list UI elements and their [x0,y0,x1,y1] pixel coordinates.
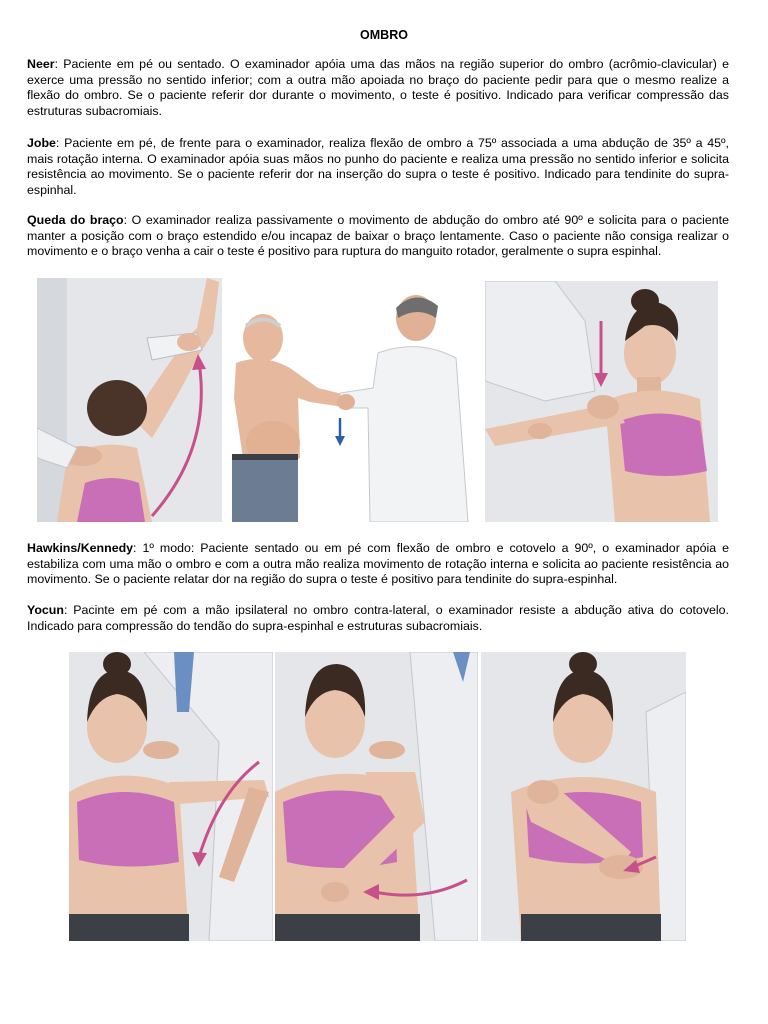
test-name: Queda do braço [27,213,124,227]
test-description: : Paciente em pé, de frente para o examinador, realiza flexão de ombro a 75º associada a uma abdução de 35º a 45º, mais rotação interna. O examinador apóia suas mãos no punho do paciente e realiza uma pressão no sentido inferior e solicita resistência ao movimento. Se o paciente referir dor na inserção do supra o teste é positivo. Indicado para tendinite do supra-espinhal. [27,136,729,197]
jobe-paragraph [27,136,729,198]
test-name: Hawkins/Kennedy [27,541,134,555]
test-description: : O examinador realiza passivamente o movimento de abdução do ombro até 90º e solicita para o paciente manter a posição com o braço estendido e/ou incapaz de baixar o braço lentamente. Caso o paciente não consiga realizar o movimento e o braço venha a cair o teste é positivo para ruptura do manguito rotador, geralmente o supra espinhal. [27,213,729,258]
neer-test-illustration [37,278,222,522]
yocun-test-illustration [481,652,686,941]
hawkins-kennedy-illustration-1 [69,652,273,941]
yocun-paragraph [27,603,729,634]
queda-braco-illustration [485,281,718,522]
hawkins-paragraph [27,541,729,588]
test-description: : Pacinte em pé com a mão ipsilateral no ombro contra-lateral, o examinador resiste a abdução ativa do cotovelo. Indicado para compressão do tendão do supra-espinhal e estruturas subacromiais. [27,603,729,633]
test-name: Yocun [27,603,64,617]
jobe-test-illustration [228,278,480,522]
test-description: : Paciente em pé ou sentado. O examinador apóia uma das mãos na região superior do ombro (acrômio-clavicular) e exerce uma pressão no sentido inferior; com a outra mão apoiada no braço do paciente pedir para que o mesmo realize a flexão do ombro. Se o paciente referir dor durante o movimento, o teste é positivo. Indicado para verificar compressão das estruturas subacromiais. [27,57,729,118]
test-name: Jobe [27,136,56,150]
queda-paragraph [27,213,729,260]
test-description: : 1º modo: Paciente sentado ou em pé com flexão de ombro e cotovelo a 90º, o examinador apóia e estabiliza com uma mão o ombro e com a outra mão realiza movimento de rotação interna e solicita ao paciente resistência ao movimento. Se o paciente relatar dor na região do supra o teste é positivo para tendinite do supra-espinhal. [27,541,729,586]
test-name: Neer [27,57,55,71]
neer-paragraph [27,57,729,119]
hawkins-kennedy-illustration-2 [275,652,478,941]
page-title: OMBRO [360,28,408,42]
